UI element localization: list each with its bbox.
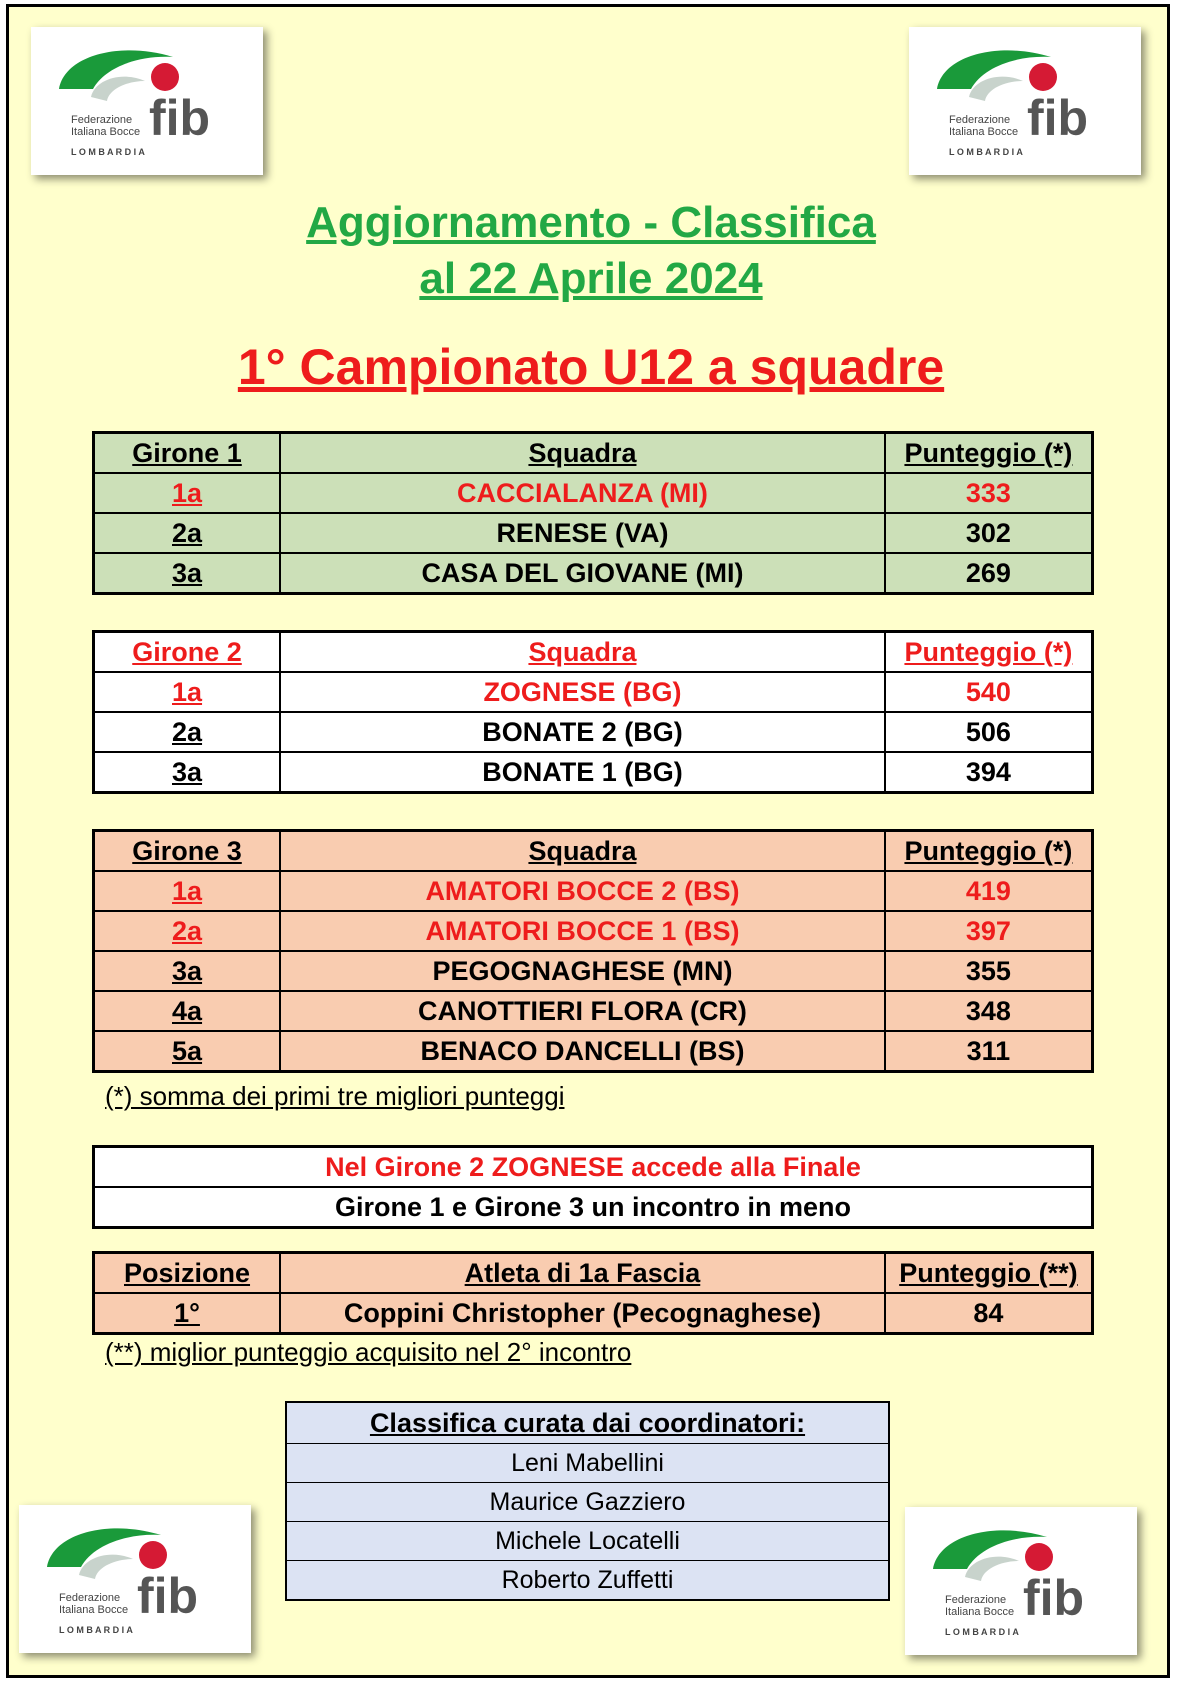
coordinator-name: Roberto Zuffetti	[286, 1561, 889, 1601]
score-cell: 394	[885, 752, 1093, 793]
position-cell: 4a	[94, 991, 281, 1031]
table-header-row	[94, 1253, 1093, 1294]
team-cell: BONATE 1 (BG)	[280, 752, 885, 793]
header-cell: Punteggio (*)	[885, 831, 1093, 872]
fib-logo-top-left	[31, 27, 263, 175]
team-cell: PEGOGNAGHESE (MN)	[280, 951, 885, 991]
position-cell: 1a	[94, 871, 281, 911]
score-cell: 311	[885, 1031, 1093, 1072]
position-cell: 3a	[94, 752, 281, 793]
logo-brand: fib	[137, 1568, 199, 1624]
finale-line2: Girone 1 e Girone 3 un incontro in meno	[94, 1187, 1093, 1228]
table-row	[94, 473, 1093, 513]
table-row	[94, 1031, 1093, 1072]
team-cell: CACCIALANZA (MI)	[280, 473, 885, 513]
score-cell: 84	[885, 1293, 1093, 1334]
athlete-cell: Coppini Christopher (Pecognaghese)	[280, 1293, 885, 1334]
table-row	[94, 553, 1093, 594]
logo-org-line1: Federazione	[71, 114, 133, 126]
table-row	[286, 1522, 889, 1561]
header-cell: Posizione	[94, 1253, 281, 1294]
fib-logo-icon	[31, 27, 263, 175]
coordinator-name: Leni Mabellini	[286, 1444, 889, 1483]
team-cell: ZOGNESE (BG)	[280, 672, 885, 712]
table-row	[286, 1483, 889, 1522]
header-cell: Girone 2	[94, 632, 281, 673]
score-cell: 302	[885, 513, 1093, 553]
championship-title: 1° Campionato U12 a squadre	[237, 339, 945, 395]
table-row	[94, 871, 1093, 911]
athlete-ranking-table	[92, 1251, 1094, 1335]
title-line2: al 22 Aprile 2024	[419, 254, 763, 303]
table-header-row	[94, 632, 1093, 673]
header-cell: Punteggio (**)	[885, 1253, 1093, 1294]
score-cell: 269	[885, 553, 1093, 594]
score-cell: 333	[885, 473, 1093, 513]
logo-org-line2: Italiana Bocce	[59, 1604, 129, 1616]
score-cell: 355	[885, 951, 1093, 991]
fib-logo-bottom-left	[19, 1505, 251, 1653]
table-row	[94, 672, 1093, 712]
coordinators-table	[285, 1401, 890, 1601]
team-cell: CASA DEL GIOVANE (MI)	[280, 553, 885, 594]
table-row	[286, 1561, 889, 1601]
team-cell: BONATE 2 (BG)	[280, 712, 885, 752]
girone-3-table	[92, 829, 1094, 1073]
coordinator-name: Maurice Gazziero	[286, 1483, 889, 1522]
logo-org-line2: Italiana Bocce	[945, 1606, 1015, 1618]
header-cell: Squadra	[280, 632, 885, 673]
logo-org-line2: Italiana Bocce	[949, 126, 1019, 138]
logo-region: L O M B A R D I A	[59, 1625, 133, 1635]
table-row	[94, 911, 1093, 951]
girone-2-table	[92, 630, 1094, 794]
team-cell: AMATORI BOCCE 1 (BS)	[280, 911, 885, 951]
position-cell: 1°	[94, 1293, 281, 1334]
coordinator-name: Michele Locatelli	[286, 1522, 889, 1561]
footnote-athlete-score: (**) miglior punteggio acquisito nel 2° incontro	[105, 1337, 632, 1367]
coordinators-header: Classifica curata dai coordinatori:	[286, 1402, 889, 1444]
position-cell: 5a	[94, 1031, 281, 1072]
fib-logo-icon	[905, 1507, 1137, 1655]
title-line1: Aggiornamento - Classifica	[306, 198, 876, 247]
position-cell: 2a	[94, 513, 281, 553]
finale-info-table	[92, 1145, 1094, 1229]
table-header-row	[94, 433, 1093, 474]
table-header-row	[94, 831, 1093, 872]
position-cell: 3a	[94, 553, 281, 594]
fib-logo-top-right	[909, 27, 1141, 175]
team-cell: CANOTTIERI FLORA (CR)	[280, 991, 885, 1031]
logo-region: L O M B A R D I A	[949, 147, 1023, 157]
position-cell: 2a	[94, 911, 281, 951]
fib-logo-bottom-right	[905, 1507, 1137, 1655]
footnote-girone-scores: (*) somma dei primi tre migliori punteggi	[105, 1081, 565, 1111]
logo-brand: fib	[149, 90, 211, 146]
logo-org-line1: Federazione	[949, 114, 1011, 126]
score-cell: 506	[885, 712, 1093, 752]
score-cell: 419	[885, 871, 1093, 911]
header-cell: Squadra	[280, 831, 885, 872]
logo-region: L O M B A R D I A	[945, 1627, 1019, 1637]
girone-1-table	[92, 431, 1094, 595]
table-row	[286, 1444, 889, 1483]
fib-logo-icon	[19, 1505, 251, 1653]
score-cell: 397	[885, 911, 1093, 951]
document-page	[6, 4, 1170, 1678]
logo-brand: fib	[1023, 1570, 1085, 1626]
header-cell: Girone 1	[94, 433, 281, 474]
header-cell: Punteggio (*)	[885, 632, 1093, 673]
table-row	[94, 991, 1093, 1031]
table-row	[94, 1293, 1093, 1334]
logo-org-line1: Federazione	[59, 1592, 121, 1604]
position-cell: 1a	[94, 672, 281, 712]
finale-line1: Nel Girone 2 ZOGNESE accede alla Finale	[94, 1147, 1093, 1188]
position-cell: 1a	[94, 473, 281, 513]
logo-region: L O M B A R D I A	[71, 147, 145, 157]
header-cell: Atleta di 1a Fascia	[280, 1253, 885, 1294]
score-cell: 348	[885, 991, 1093, 1031]
table-row	[94, 1147, 1093, 1188]
header-cell: Girone 3	[94, 831, 281, 872]
team-cell: AMATORI BOCCE 2 (BS)	[280, 871, 885, 911]
score-cell: 540	[885, 672, 1093, 712]
table-row	[94, 513, 1093, 553]
table-row	[94, 752, 1093, 793]
table-header-row	[286, 1402, 889, 1444]
position-cell: 2a	[94, 712, 281, 752]
table-row	[94, 1187, 1093, 1228]
team-cell: RENESE (VA)	[280, 513, 885, 553]
team-cell: BENACO DANCELLI (BS)	[280, 1031, 885, 1072]
fib-logo-icon	[909, 27, 1141, 175]
position-cell: 3a	[94, 951, 281, 991]
table-row	[94, 712, 1093, 752]
logo-brand: fib	[1027, 90, 1089, 146]
logo-org-line2: Italiana Bocce	[71, 126, 141, 138]
header-cell: Squadra	[280, 433, 885, 474]
logo-org-line1: Federazione	[945, 1594, 1007, 1606]
table-row	[94, 951, 1093, 991]
header-cell: Punteggio (*)	[885, 433, 1093, 474]
